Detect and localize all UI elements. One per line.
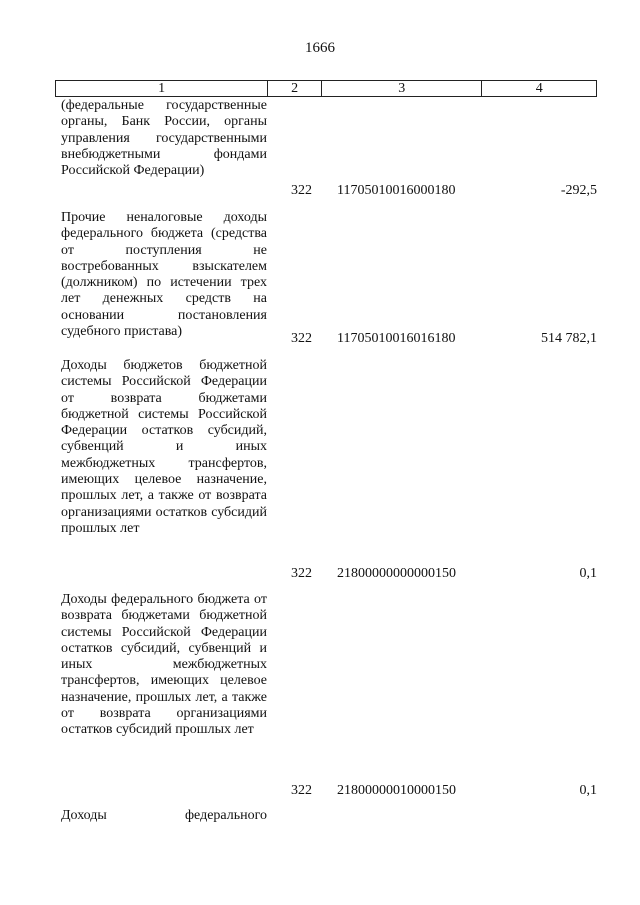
page-number: 1666 — [305, 40, 335, 56]
row-description: Доходы федерального бюджета от возврата бюджетами бюджетной системы Российской Федерации остатков субсидий, субвенций и иных межбюджетных трансфертов, имеющих целевое назначение, прошлых лет, а также от возврата организациями остатков субсидий прошлых лет — [61, 592, 267, 738]
table-row — [55, 592, 597, 804]
header-col-3: 3 — [322, 81, 482, 96]
row-kbk-code: 21800000010000150 — [337, 783, 456, 798]
row-description: Доходы федерального — [61, 808, 267, 823]
row-kbk-code: 11705010016016180 — [337, 331, 456, 346]
row-description: Доходы бюджетов бюджетной системы Российской Федерации от возврата бюджетами бюджетной системы Российской Федерации остатков субсидий, субвенций и иных межбюджетных трансфертов, имеющих целевое назначение, прошлых лет, а также от возврата организациями остатков субсидий прошлых лет — [61, 358, 267, 536]
row-amount: 0,1 — [579, 783, 597, 798]
table-row — [55, 808, 597, 832]
row-amount: -292,5 — [560, 183, 597, 198]
row-description: Прочие неналоговые доходы федерального бюджета (средства от поступления не востребованных взыскателем (должником) по истечении трех лет денежных средств на основании постановления судебного пристава) — [61, 210, 267, 340]
row-amount: 0,1 — [579, 566, 597, 581]
row-admin-code: 322 — [291, 183, 312, 198]
row-admin-code: 322 — [291, 783, 312, 798]
table-row — [55, 358, 597, 588]
table-row — [55, 210, 597, 360]
header-col-4: 4 — [535, 81, 543, 96]
row-description: (федеральные государственные органы, Банк России, органы управления государственными внебюджетными фондами Российской Федерации) — [61, 98, 267, 179]
table-row — [55, 98, 597, 208]
row-admin-code: 322 — [291, 331, 312, 346]
header-col-2: 2 — [268, 81, 322, 96]
table-header-row — [55, 80, 597, 97]
header-col-1: 1 — [56, 81, 268, 96]
row-admin-code: 322 — [291, 566, 312, 581]
row-kbk-code: 21800000000000150 — [337, 566, 456, 581]
row-kbk-code: 11705010016000180 — [337, 183, 456, 198]
row-amount: 514 782,1 — [541, 331, 597, 346]
